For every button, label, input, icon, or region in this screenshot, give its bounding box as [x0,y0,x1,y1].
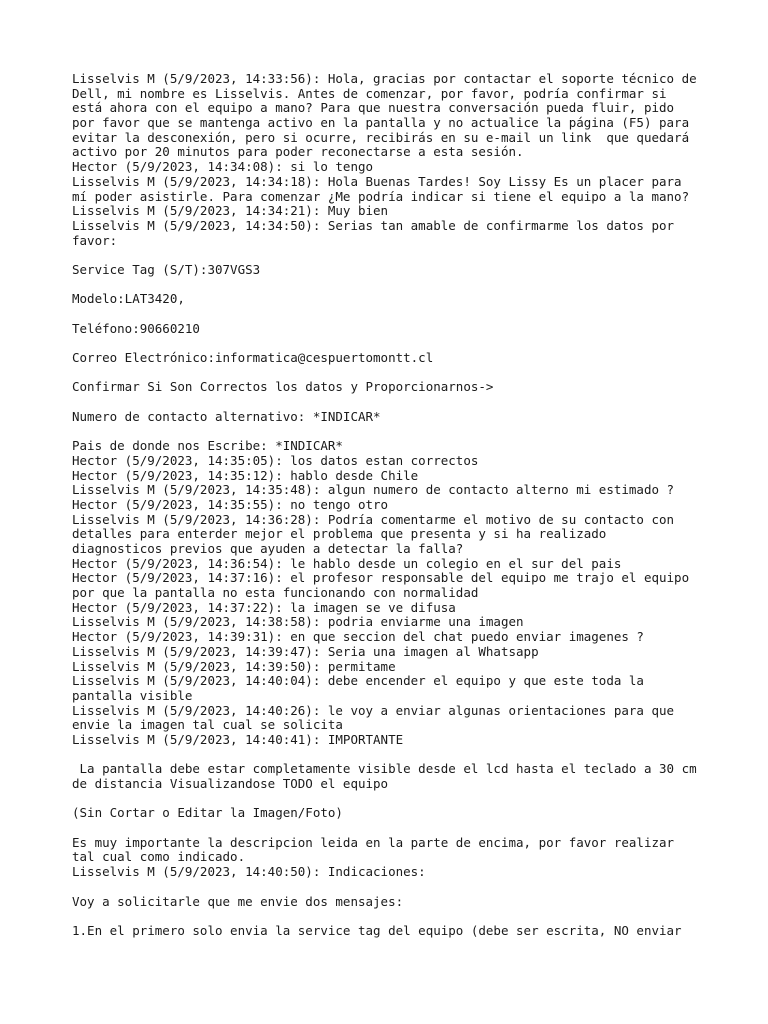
blank-line [72,821,712,836]
text-line: activo por 20 minutos para poder reconectarse a esta sesión. [72,144,524,160]
text-line: está ahora con el equipo a mano? Para que nuestra conversación pueda fluir, pido [72,100,675,116]
text-line: (Sin Cortar o Editar la Imagen/Foto) [72,805,343,821]
text-line: Hector (5/9/2023, 14:35:12): hablo desde Chile [72,467,419,483]
text-line: Modelo:LAT3420, [72,291,185,307]
text-line: Pais de donde nos Escribe: *INDICAR* [72,438,343,454]
blank-line [72,366,712,381]
text-line: Numero de contacto alternativo: *INDICAR* [72,408,381,424]
blank-line [72,278,712,293]
text-line: Lisselvis M (5/9/2023, 14:40:41): IMPORTANTE [72,731,404,747]
text-line: diagnosticos previos que ayuden a detectar la falla? [72,541,464,556]
blank-line [72,336,712,351]
blank-line [72,307,712,322]
text-line: Lisselvis M (5/9/2023, 14:40:26): le voy a enviar algunas orientaciones para que [72,702,675,718]
document-page [72,72,712,939]
text-line: Hector (5/9/2023, 14:34:08): si lo tengo [72,159,374,175]
text-line: Lisselvis M (5/9/2023, 14:40:04): debe encender el equipo y que este toda la [72,673,644,689]
text-line: Lisselvis M (5/9/2023, 14:39:50): permitame [72,658,396,674]
text-line: Lisselvis M (5/9/2023, 14:34:50): Serias tan amable de confirmarme los datos por [72,217,675,233]
text-line: Lisselvis M (5/9/2023, 14:33:56): Hola, gracias por contactar el soporte técnico de [72,71,697,86]
text-line: Voy a solicitarle que me envie dos mensajes: [72,893,404,909]
text-line: mí poder asistirle. Para comenzar ¿Me podría indicar si tiene el equipo a la mano? [72,188,690,204]
text-line: Lisselvis M (5/9/2023, 14:35:48): algun numero de contacto alterno mi estimado ? [72,482,675,498]
blank-line [72,425,712,440]
text-line: por que la pantalla no esta funcionando con normalidad [72,585,479,601]
text-line: Hector (5/9/2023, 14:37:16): el profesor responsable del equipo me trajo el equipo [72,570,690,586]
text-line: Hector (5/9/2023, 14:37:22): la imagen se ve difusa [72,599,456,615]
blank-line [72,792,712,807]
text-line: Lisselvis M (5/9/2023, 14:36:28): Podría comentarme el motivo de su contacto con [72,511,675,527]
text-line: por favor que se mantenga activo en la pantalla y no actualice la página (F5) para [72,115,690,131]
text-line: favor: [72,232,118,248]
text-line: tal cual como indicado. [72,849,246,865]
text-line: Teléfono:90660210 [72,320,200,336]
text-line: Hector (5/9/2023, 14:35:55): no tengo otro [72,496,389,512]
text-line: Dell, mi nombre es Lisselvis. Antes de comenzar, por favor, podría confirmar si [72,85,667,101]
text-line: detalles para enterder mejor el problema que presenta y si ha realizado [72,526,607,542]
text-line: evitar la desconexión, pero si ocurre, recibirás en su e-mail un link que quedará [72,129,690,145]
blank-line [72,880,712,895]
text-line: Hector (5/9/2023, 14:36:54): le hablo desde un colegio en el sur del pais [72,555,622,571]
text-line: 1.En el primero solo envia la service tag del equipo (debe ser escrita, NO enviar [72,922,682,938]
text-line: pantalla visible [72,687,193,703]
text-line: Lisselvis M (5/9/2023, 14:34:18): Hola Buenas Tardes! Soy Lissy Es un placer para [72,173,682,189]
text-line: Lisselvis M (5/9/2023, 14:40:50): Indicaciones: [72,864,426,880]
blank-line [72,909,712,924]
text-line: envie la imagen tal cual se solicita [72,717,343,733]
text-line: Lisselvis M (5/9/2023, 14:39:47): Seria una imagen al Whatsapp [72,643,539,659]
text-line: Lisselvis M (5/9/2023, 14:34:21): Muy bien [72,203,389,219]
blank-line [72,248,712,263]
blank-line [72,395,712,410]
blank-line [72,748,712,763]
text-line: Service Tag (S/T):307VGS3 [72,261,261,277]
text-line: Hector (5/9/2023, 14:35:05): los datos estan correctos [72,452,479,468]
text-line: Correo Electrónico:informatica@cespuertomontt.cl [72,350,434,366]
text-line: Es muy importante la descripcion leida en la parte de encima, por favor realizar [72,834,675,850]
text-line: Hector (5/9/2023, 14:39:31): en que seccion del chat puedo enviar imagenes ? [72,629,644,645]
text-line: La pantalla debe estar completamente visible desde el lcd hasta el teclado a 30 cm [72,761,697,777]
text-line: Confirmar Si Son Correctos los datos y Proporcionarnos-> [72,379,494,395]
text-line: de distancia Visualizandose TODO el equipo [72,776,389,791]
text-line: Lisselvis M (5/9/2023, 14:38:58): podria enviarme una imagen [72,614,524,630]
